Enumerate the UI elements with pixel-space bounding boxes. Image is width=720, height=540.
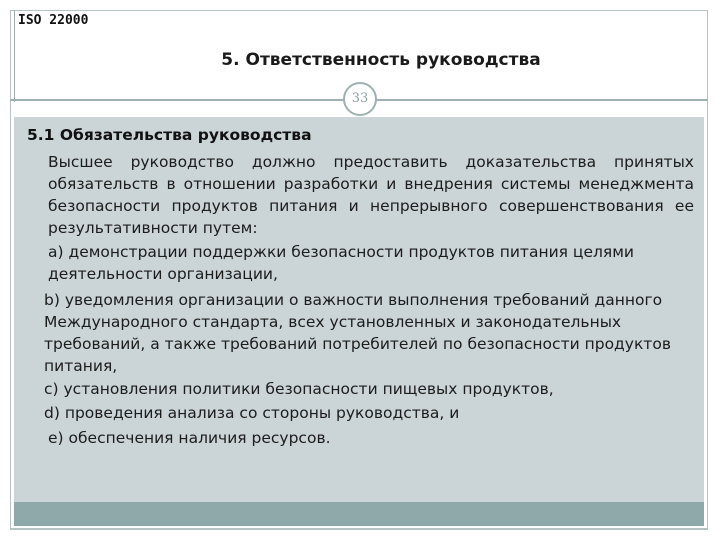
intro-paragraph: Высшее руководство должно предоставить доказательства принятых обязательств в отношении разработки и внедрения системы менеджмента безопасности продуктов питания и непрерывного совершенствования ее результативности путем:: [48, 153, 694, 237]
page-number-badge: 33: [343, 82, 377, 116]
list-item-e: e) обеспечения наличия ресурсов.: [48, 429, 331, 447]
header-label: ISO 22000: [18, 13, 89, 28]
slide-title: 5. Ответственность руководства: [221, 50, 541, 70]
list-item-a: а) демонстрации поддержки безопасности продуктов питания целями деятельности организации,: [48, 243, 635, 283]
footer-bar: [14, 502, 704, 526]
footer-border: [10, 528, 708, 529]
section-heading: 5.1 Обязательства руководства: [27, 126, 312, 144]
list-item-b: b) уведомления организации о важности выполнения требований данного Международного стандарта, всех установленных и законодательных требований, а также требований потребителей по безопасности продуктов питания,: [44, 291, 671, 375]
list-item-d: d) проведения анализа со стороны руководства, и: [44, 404, 460, 422]
list-item-c: c) установления политики безопасности пищевых продуктов,: [44, 380, 554, 398]
